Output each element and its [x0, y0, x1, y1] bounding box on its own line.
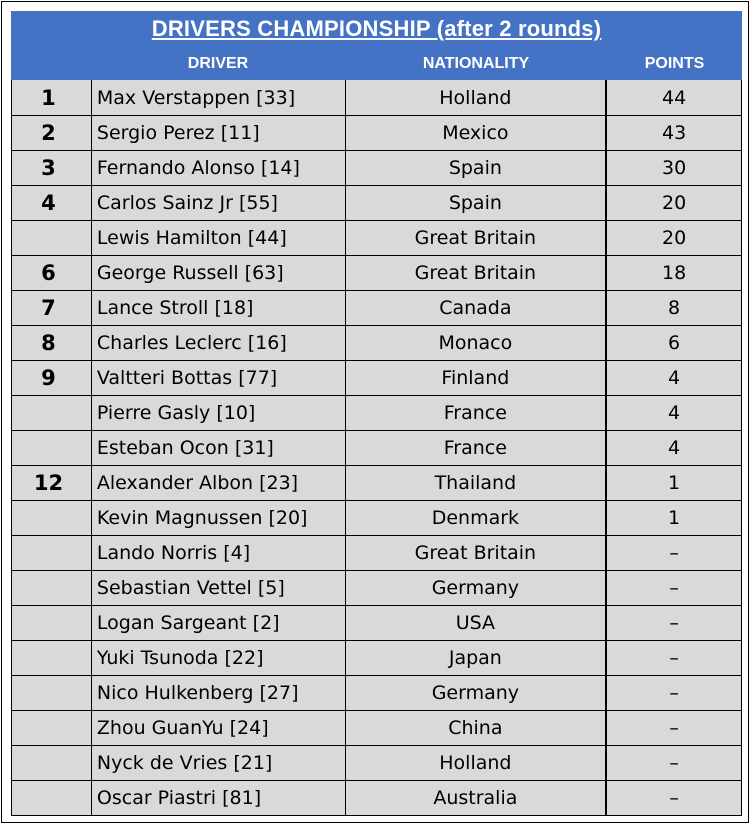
- points-cell: 20: [607, 221, 742, 255]
- points-cell: 1: [607, 466, 742, 500]
- points-cell: 8: [607, 291, 742, 325]
- driver-cell: Sebastian Vettel [5]: [92, 571, 346, 605]
- position-cell: [12, 501, 92, 535]
- position-cell: [12, 431, 92, 465]
- driver-cell: Max Verstappen [33]: [92, 80, 346, 115]
- driver-cell: Pierre Gasly [10]: [92, 396, 346, 430]
- table-row: [12, 80, 742, 116]
- position-cell: [12, 80, 92, 115]
- nationality-cell: Spain: [346, 186, 608, 220]
- nationality-cell: Great Britain: [346, 256, 608, 290]
- nationality-cell: Great Britain: [346, 536, 608, 570]
- nationality-cell: Australia: [346, 781, 608, 815]
- points-cell: 4: [607, 431, 742, 465]
- table-row: [12, 116, 742, 151]
- driver-cell: Yuki Tsunoda [22]: [92, 641, 346, 675]
- driver-cell: Esteban Ocon [31]: [92, 431, 346, 465]
- nationality-cell: Great Britain: [346, 221, 608, 255]
- table-row: [12, 641, 742, 676]
- driver-cell: Charles Leclerc [16]: [92, 326, 346, 360]
- driver-cell: Lance Stroll [18]: [92, 291, 346, 325]
- table-row: [12, 396, 742, 431]
- table-title: DRIVERS CHAMPIONSHIP (after 2 rounds): [11, 11, 742, 47]
- table-row: [12, 361, 742, 396]
- table-row: [12, 466, 742, 501]
- position-cell-text: 3: [41, 156, 56, 180]
- table-row: [12, 186, 742, 221]
- nationality-cell: Holland: [346, 80, 608, 115]
- nationality-cell: Spain: [346, 151, 608, 185]
- points-cell: 1: [607, 501, 742, 535]
- table-row: [12, 676, 742, 711]
- standings-table: [11, 11, 742, 816]
- points-cell: –: [607, 641, 742, 675]
- position-cell: [12, 571, 92, 605]
- nationality-cell: France: [346, 431, 608, 465]
- points-cell: 44: [607, 80, 742, 115]
- points-cell: –: [607, 781, 742, 815]
- position-cell: [12, 221, 92, 255]
- position-cell-text: 12: [33, 471, 64, 495]
- nationality-cell: Thailand: [346, 466, 608, 500]
- driver-cell: Logan Sargeant [2]: [92, 606, 346, 640]
- table-row: [12, 606, 742, 641]
- column-header-row: [11, 47, 742, 80]
- nationality-cell: Germany: [346, 676, 608, 710]
- position-cell: [12, 186, 92, 220]
- table-row: [12, 291, 742, 326]
- points-cell: –: [607, 711, 742, 745]
- header-points: POINTS: [644, 54, 705, 72]
- points-cell: 20: [607, 186, 742, 220]
- table-row: [12, 221, 742, 256]
- nationality-cell: Finland: [346, 361, 608, 395]
- position-cell-text: 2: [41, 121, 56, 145]
- points-cell: 43: [607, 116, 742, 150]
- position-cell: [12, 536, 92, 570]
- driver-cell: George Russell [63]: [92, 256, 346, 290]
- table-row: [12, 571, 742, 606]
- points-cell: 6: [607, 326, 742, 360]
- table-row: [12, 711, 742, 746]
- points-cell: 4: [607, 361, 742, 395]
- driver-cell: Lewis Hamilton [44]: [92, 221, 346, 255]
- position-cell: [12, 256, 92, 290]
- position-cell: [12, 151, 92, 185]
- table-row: [12, 781, 742, 816]
- points-cell: 18: [607, 256, 742, 290]
- driver-cell: Oscar Piastri [81]: [92, 781, 346, 815]
- table-row: [12, 746, 742, 781]
- nationality-cell: Mexico: [346, 116, 608, 150]
- table-row: [12, 326, 742, 361]
- position-cell-text: 7: [41, 296, 56, 320]
- points-cell: 4: [607, 396, 742, 430]
- driver-cell: Sergio Perez [11]: [92, 116, 346, 150]
- nationality-cell: Monaco: [346, 326, 608, 360]
- driver-cell: Nyck de Vries [21]: [92, 746, 346, 780]
- nationality-cell: Canada: [346, 291, 608, 325]
- points-cell: 30: [607, 151, 742, 185]
- position-cell: [12, 746, 92, 780]
- position-cell: [12, 361, 92, 395]
- position-cell: [12, 641, 92, 675]
- nationality-cell: Japan: [346, 641, 608, 675]
- table-row: [12, 256, 742, 291]
- table-row: [12, 151, 742, 186]
- standings-frame: [1, 1, 749, 823]
- position-cell: [12, 396, 92, 430]
- position-cell: [12, 291, 92, 325]
- nationality-cell: France: [346, 396, 608, 430]
- position-cell: [12, 116, 92, 150]
- driver-cell: Zhou GuanYu [24]: [92, 711, 346, 745]
- driver-cell: Alexander Albon [23]: [92, 466, 346, 500]
- nationality-cell: China: [346, 711, 608, 745]
- nationality-cell: Denmark: [346, 501, 608, 535]
- position-cell: [12, 711, 92, 745]
- table-row: [12, 536, 742, 571]
- nationality-cell: USA: [346, 606, 608, 640]
- driver-cell: Nico Hulkenberg [27]: [92, 676, 346, 710]
- driver-cell: Kevin Magnussen [20]: [92, 501, 346, 535]
- position-cell-text: 6: [41, 261, 56, 285]
- driver-cell: Fernando Alonso [14]: [92, 151, 346, 185]
- driver-cell: Carlos Sainz Jr [55]: [92, 186, 346, 220]
- position-cell-text: 9: [41, 366, 56, 390]
- position-cell: [12, 466, 92, 500]
- header-nationality: NATIONALITY: [422, 54, 530, 72]
- position-cell: [12, 781, 92, 815]
- position-cell: [12, 326, 92, 360]
- points-cell: –: [607, 606, 742, 640]
- points-cell: –: [607, 571, 742, 605]
- driver-cell: Lando Norris [4]: [92, 536, 346, 570]
- position-cell: [12, 606, 92, 640]
- points-cell: –: [607, 746, 742, 780]
- nationality-cell: Holland: [346, 746, 608, 780]
- position-cell-text: 8: [41, 331, 56, 355]
- header-driver: DRIVER: [187, 54, 249, 72]
- table-row: [12, 431, 742, 466]
- position-cell-text: 1: [41, 85, 56, 110]
- points-cell: –: [607, 536, 742, 570]
- nationality-cell: Germany: [346, 571, 608, 605]
- table-body: [11, 80, 742, 816]
- table-row: [12, 501, 742, 536]
- position-cell: [12, 676, 92, 710]
- points-cell: –: [607, 676, 742, 710]
- driver-cell: Valtteri Bottas [77]: [92, 361, 346, 395]
- position-cell-text: 4: [41, 191, 56, 215]
